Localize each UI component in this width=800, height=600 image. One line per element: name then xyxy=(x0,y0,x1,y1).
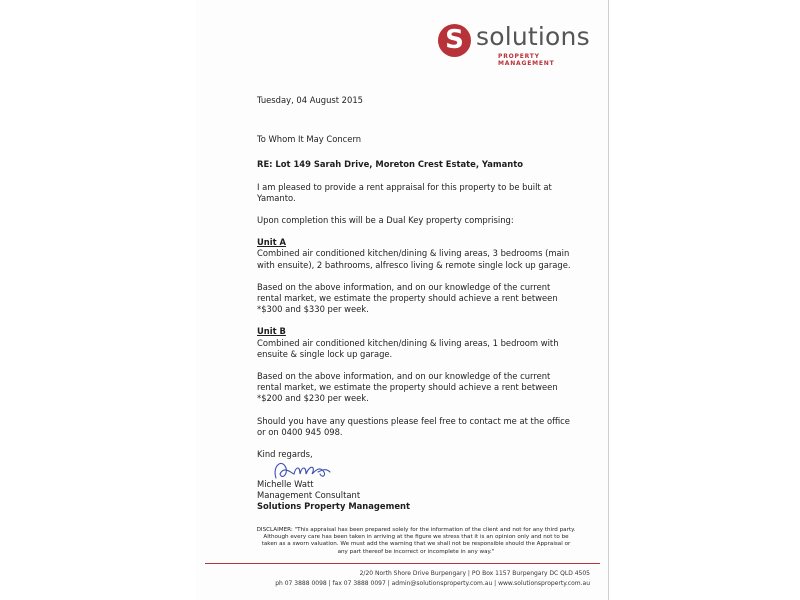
letter-body xyxy=(257,95,577,471)
company-logo xyxy=(438,22,598,67)
letter-footer xyxy=(205,569,590,589)
signer-company: Solutions Property Management xyxy=(257,501,410,511)
signer-title: Management Consultant xyxy=(257,490,361,500)
letter-date: Tuesday, 04 August 2015 xyxy=(257,95,363,105)
letter-subject: RE: Lot 149 Sarah Drive, Moreton Crest Estate, Yamanto xyxy=(257,159,523,170)
footer-address: 2/20 North Shore Drive Burpengary | PO Box 1157 Burpengary DC QLD 4505 xyxy=(359,570,590,577)
logo-wordmark: solutions xyxy=(476,22,590,51)
unit-b-description: Combined air conditioned kitchen/dining & living areas, 1 bedroom with ensuite & single lock up garage. xyxy=(257,337,559,359)
signer-name: Michelle Watt xyxy=(257,479,314,489)
letter-intro: I am pleased to provide a rent appraisal for this property to be built at Yamanto. xyxy=(257,181,552,203)
unit-b-estimate: Based on the above information, and on our knowledge of the current rental market, we estimate the property should achieve a rent between *$200 and $230 per week. xyxy=(257,371,558,404)
letter-salutation: To Whom It May Concern xyxy=(257,134,362,145)
footer-contacts: ph 07 3888 0098 | fax 07 3888 0097 | admin@solutionsproperty.com.au | www.solutionsproperty.com.au xyxy=(275,580,590,587)
unit-b-title: Unit B xyxy=(257,326,286,337)
footer-divider xyxy=(205,563,600,564)
unit-a-description: Combined air conditioned kitchen/dining & living areas, 3 bedrooms (main with ensuite), 2 bathrooms, alfresco living & remote single lock up garage. xyxy=(257,248,571,270)
signature-block xyxy=(257,446,577,512)
logo-subtitle: PROPERTY MANAGEMENT xyxy=(498,53,555,67)
unit-a-title: Unit A xyxy=(257,237,287,248)
letter-completion: Upon completion this will be a Dual Key property comprising: xyxy=(257,215,514,226)
letter-contact: Should you have any questions please feel free to contact me at the office or on 0400 945 098. xyxy=(257,415,570,437)
disclaimer: DISCLAIMER: "This appraisal has been prepared solely for the information of the client and not for any third party. Although every care has been taken in arriving at the figure we stress that it is an opinion only and not to be taken as a sworn valuation. We must add the warning that we shall not be responsible should the Appraisal or any part thereof be incorrect or incomplete in any way." xyxy=(256,527,576,555)
letter-closing: Kind regards, xyxy=(257,449,313,460)
unit-a-estimate: Based on the above information, and on our knowledge of the current rental market, we estimate the property should achieve a rent between *$300 and $330 per week. xyxy=(257,281,558,315)
logo-s-icon: S xyxy=(438,24,471,57)
